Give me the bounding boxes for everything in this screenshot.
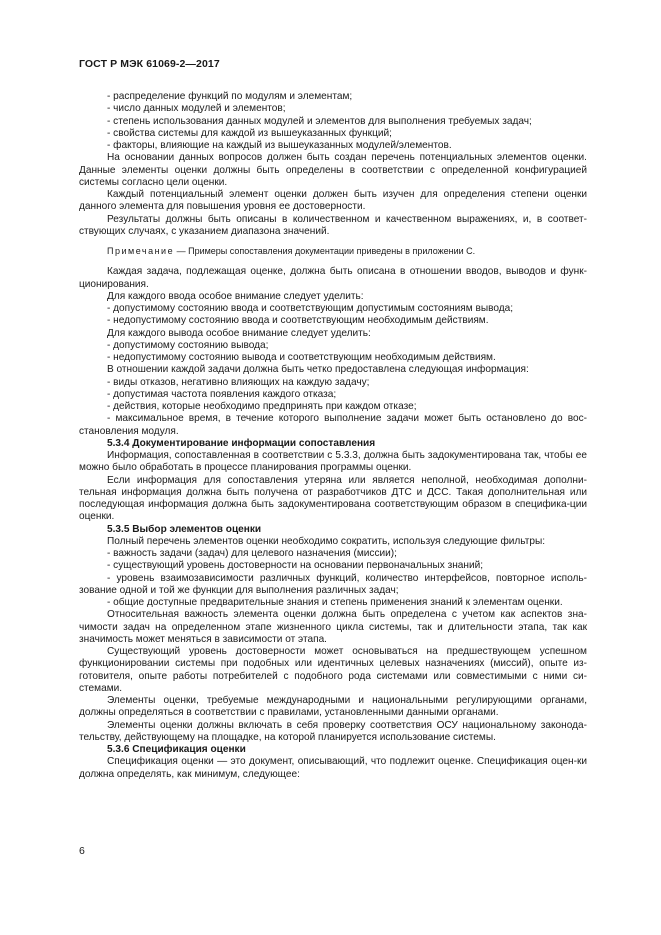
- paragraph: Спецификация оценки — это документ, описывающий, что подлежит оценке. Спецификация оцен-ки должна определять, как минимум, следующее:: [79, 756, 587, 780]
- list-item: - недопустимому состоянию ввода и соответствующим необходимым действиям.: [107, 315, 489, 327]
- paragraph: Каждая задача, подлежащая оценке, должна быть описана в отношении вводов, выводов и функ-ционирования.: [79, 266, 587, 290]
- document-body: [79, 91, 587, 781]
- paragraph: Для каждого ввода особое внимание следует уделить:: [107, 290, 364, 302]
- paragraph: Если информация для сопоставления утеряна или является неполной, необходимая дополни-тельная информация должна быть получена от разработчиков ДТС и ДСС. Такая дополнительная или последующая информация должна быть задокументирована соответствующим образом в специфика-ции оценки.: [79, 474, 587, 523]
- paragraph: Существующий уровень достоверности может основываться на предшествующем успешном функционировании системы при подобных или идентичных целевых назначениях (миссий), опыте из-готовителя, опыте работы потребителей с подобного рода системами или совместимыми с ними си-стемами.: [79, 646, 587, 694]
- list-item: - действия, которые необходимо предпринять при каждом отказе;: [107, 401, 417, 412]
- paragraph: В отношении каждой задачи должна быть четко предоставлена следующая информация:: [107, 364, 529, 376]
- list-item: - свойства системы для каждой из вышеуказанных функций;: [107, 127, 392, 139]
- list-item: - число данных модулей и элементов;: [107, 103, 286, 115]
- list-item: - важность задачи (задач) для целевого назначения (миссии);: [107, 548, 397, 559]
- paragraph: Относительная важность элемента оценки должна быть определена с учетом как аспектов зна-чимости задач на определенном этапе жизненного цикла системы, так и длительности этапа, так как значимость может меняться в зависимости от этапа.: [79, 609, 587, 645]
- list-item: - допустимая частота появления каждого отказа;: [107, 388, 337, 400]
- list-item: - недопустимому состоянию вывода и соответствующим необходимым действиям.: [107, 352, 496, 363]
- paragraph: Информация, сопоставленная в соответствии с 5.3.3, должна быть задокументирована так, чтобы ее можно было обработать в процессе планирования программы оценки.: [79, 450, 587, 474]
- list-item: - существующий уровень достоверности на основании первоначальных знаний;: [107, 560, 484, 572]
- paragraph: Элементы оценки должны включать в себя проверку соответствия ОСУ национальному законода-тельству, действующему на площадке, на которой планируется использование системы.: [79, 719, 587, 743]
- paragraph: На основании данных вопросов должен быть создан перечень потенциальных элементов оценки. Данные элементы оценки должны быть определены в соответствии с определенной конфигурацией системы согласно цели оценки.: [79, 152, 587, 188]
- list-item: - виды отказов, негативно влияющих на каждую задачу;: [107, 376, 370, 388]
- paragraph: Каждый потенциальный элемент оценки должен быть изучен для определения степени оценки данного элемента для повышения уровня ее достоверности.: [79, 189, 587, 213]
- paragraph: Для каждого вывода особое внимание следует уделить:: [107, 327, 371, 339]
- page-number: 6: [79, 845, 85, 857]
- section-heading: 5.3.4 Документирование информации сопоставления: [107, 437, 376, 449]
- document-header: ГОСТ Р МЭК 61069-2—2017: [79, 58, 220, 70]
- note-label: Примечание: [107, 246, 175, 256]
- list-item: - степень использования данных модулей и элементов для выполнения требуемых задач;: [107, 115, 532, 127]
- paragraph: Результаты должны быть описаны в количественном и качественном выражениях, и, в соответ-ствующих случаях, с указанием диапазона значений.: [79, 213, 587, 237]
- section-heading: 5.3.6 Спецификация оценки: [107, 744, 246, 755]
- list-item: - уровень взаимозависимости различных функций, количество интерфейсов, повторное исполь-зование одной и той же функции для выполнения различных задач;: [79, 572, 587, 596]
- paragraph: Элементы оценки, требуемые международными и национальными регулирующими органами, должны определяться в соответствии с правилами, установленными данными органами.: [79, 695, 587, 719]
- list-item: - допустимому состоянию ввода и соответствующим допустимым состояниям вывода;: [107, 303, 514, 314]
- note-text: — Примеры сопоставления документации приведены в приложении С.: [174, 246, 476, 256]
- note: [79, 245, 587, 257]
- list-item: - общие доступные предварительные знания и степень применения знаний к элементам оценки.: [107, 597, 563, 608]
- paragraph: Полный перечень элементов оценки необходимо сократить, используя следующие фильтры:: [107, 535, 546, 547]
- list-item: - распределение функций по модулям и элементам;: [107, 91, 353, 102]
- list-item: - факторы, влияющие на каждый из вышеуказанных модулей/элементов.: [107, 140, 452, 151]
- list-item: - максимальное время, в течение которого выполнение задачи может быть остановлено до вос-становления модуля.: [79, 413, 587, 437]
- section-heading: 5.3.5 Выбор элементов оценки: [107, 523, 262, 535]
- list-item: - допустимому состоянию вывода;: [107, 339, 269, 351]
